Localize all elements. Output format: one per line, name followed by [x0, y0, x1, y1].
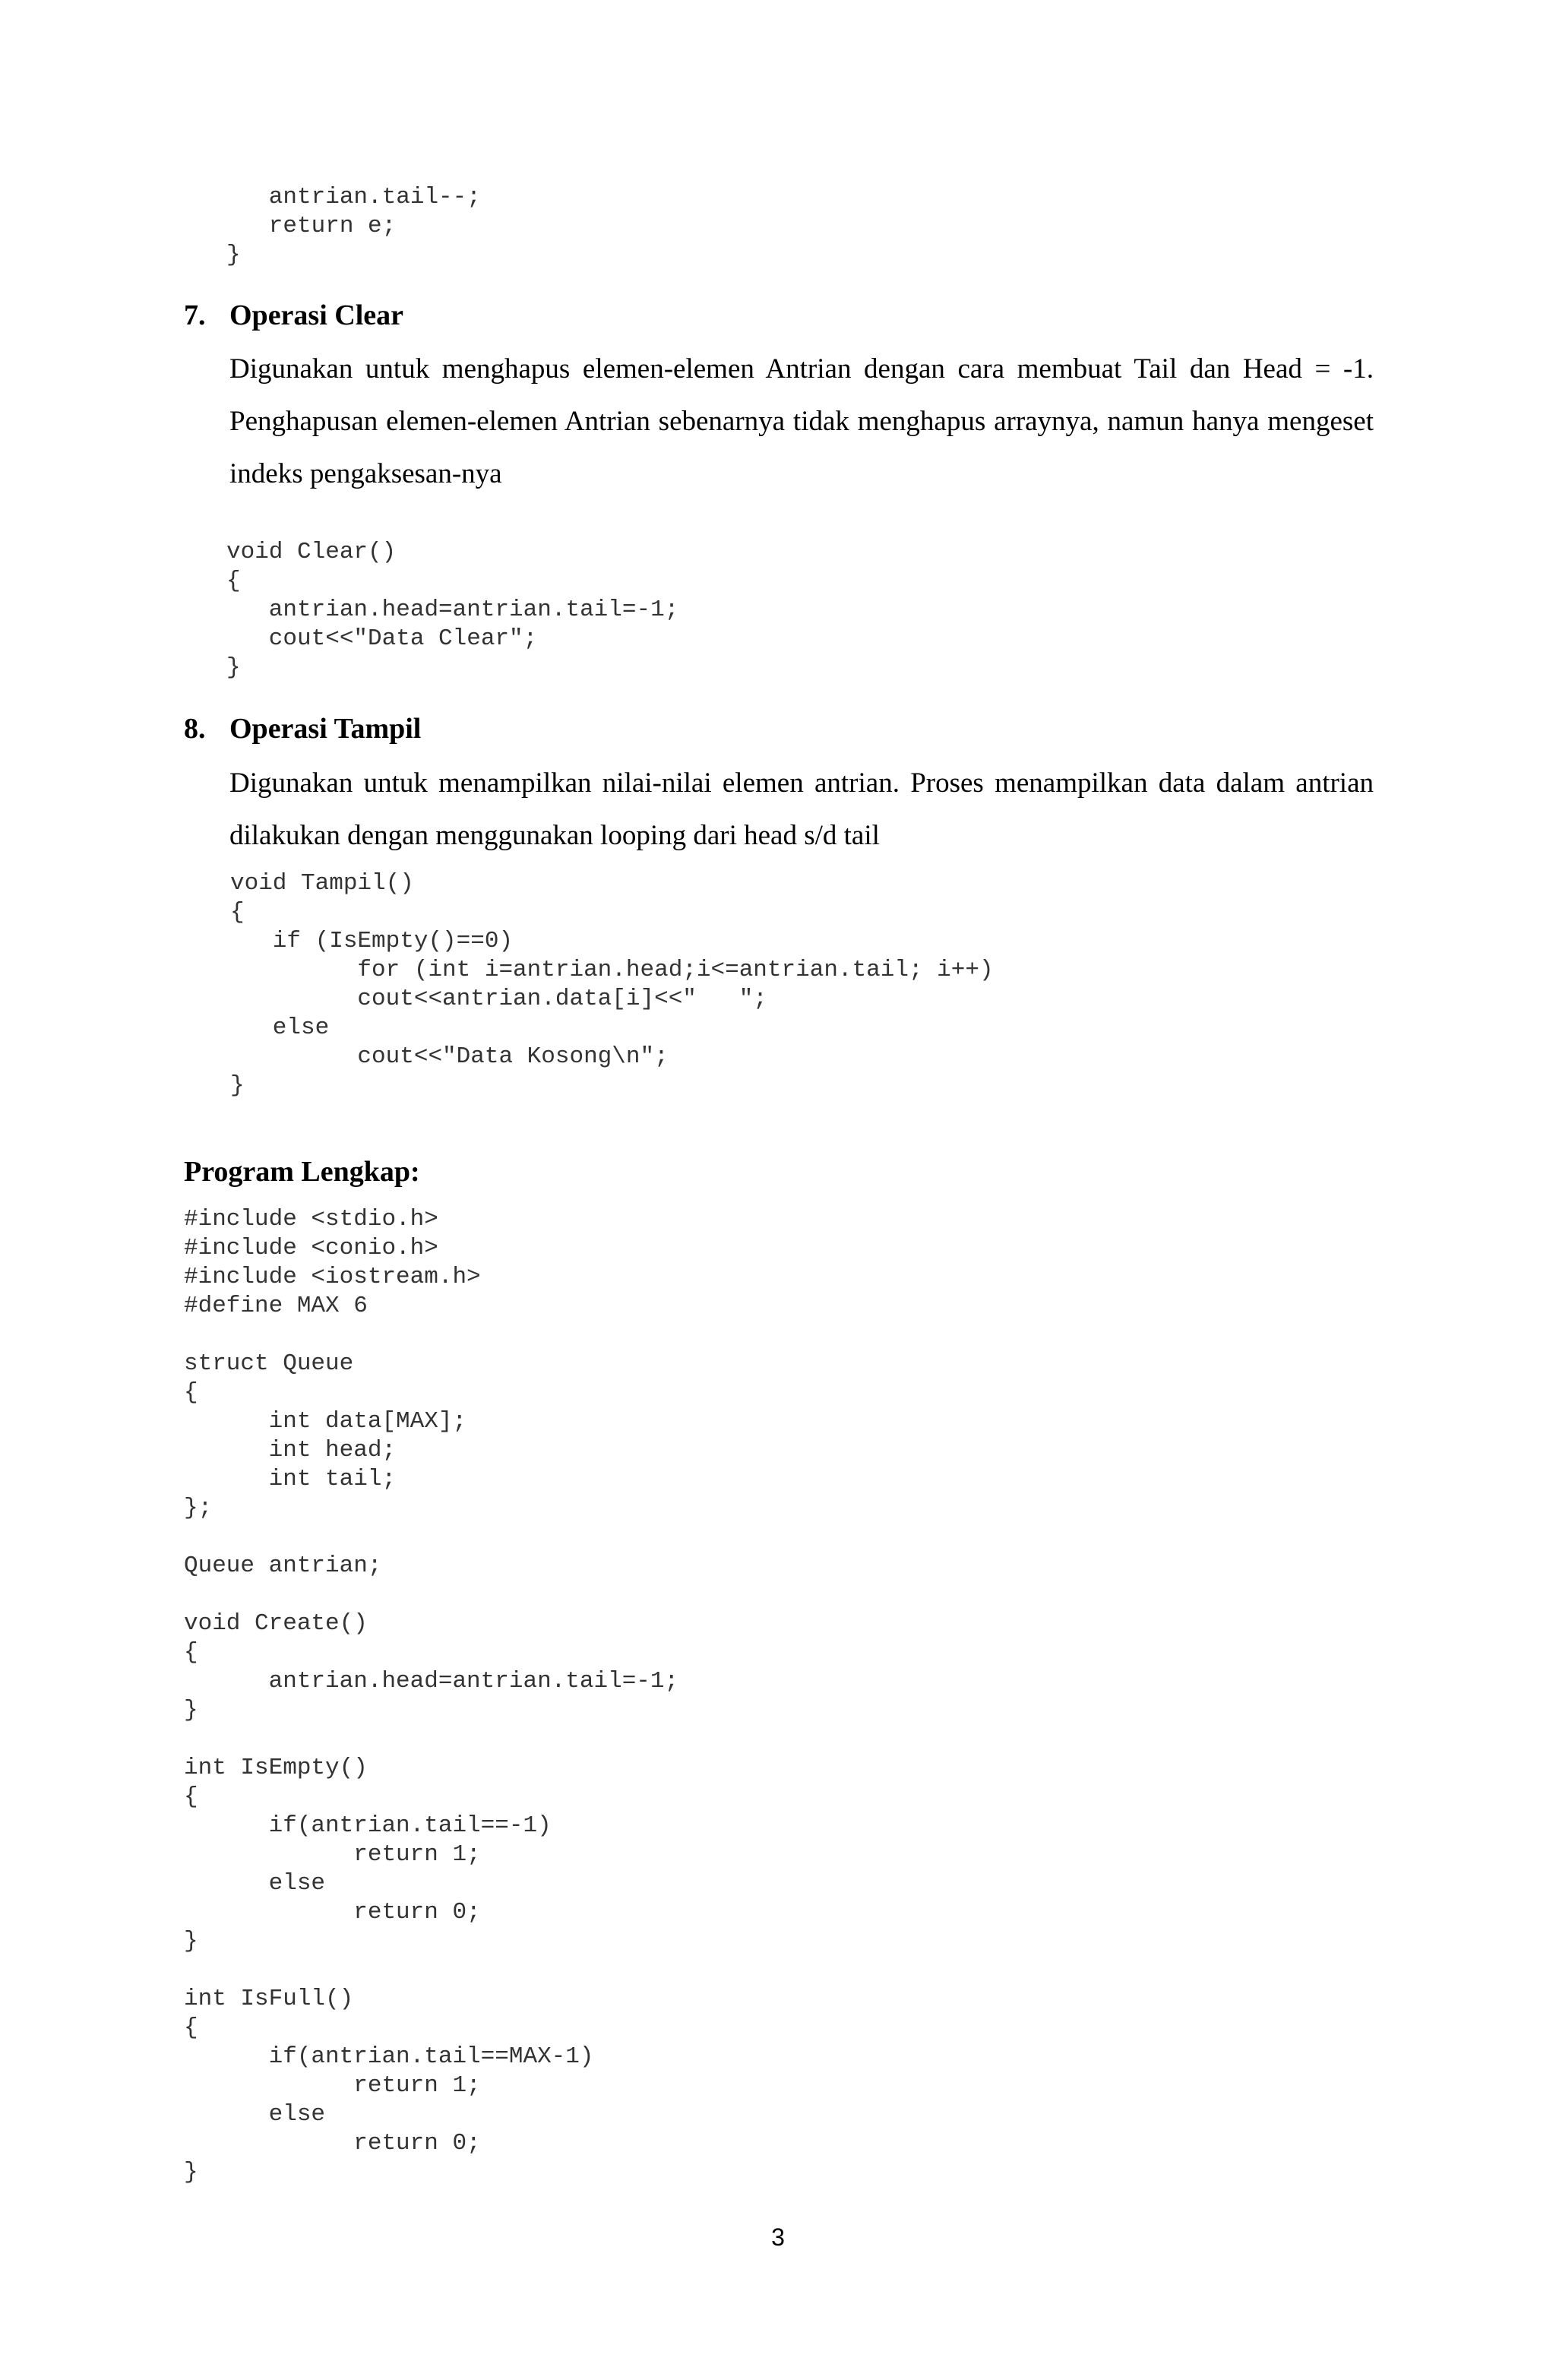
section-7-paragraph: Digunakan untuk menghapus elemen-elemen Antrian dengan cara membuat Tail dan Head = -1. Penghapusan elemen-elemen Antrian sebenarnya tidak menghapus arraynya, namun hanya mengeset indeks pengaksesan-nya	[229, 353, 1374, 489]
section-7-heading	[184, 298, 403, 333]
section-7-title: Operasi Clear	[229, 299, 404, 331]
section-8-number: 8.	[184, 713, 206, 745]
section-8-heading	[184, 711, 421, 746]
code-block-clear: void Clear() { antrian.head=antrian.tail=-1; cout<<"Data Clear"; }	[226, 539, 679, 681]
code-block-tampil: void Tampil() { if (IsEmpty()==0) for (int i=antrian.head;i<=antrian.tail; i++) cout<<antrian.data[i]<<" "; else cout<<"Data Kosong\n"; }	[230, 870, 994, 1099]
section-7-number: 7.	[184, 299, 206, 331]
code-block-dequeue-end: antrian.tail--; return e; }	[226, 184, 481, 268]
section-8-paragraph: Digunakan untuk menampilkan nilai-nilai elemen antrian. Proses menampilkan data dalam antrian dilakukan dengan menggunakan looping dari head s/d tail	[229, 767, 1374, 851]
page-number: 3	[771, 2223, 785, 2251]
section-8-title: Operasi Tampil	[229, 713, 422, 745]
code-block-full-program: #include <stdio.h> #include <conio.h> #include <iostream.h> #define MAX 6 struct Queue { int data[MAX]; int head; int tail; }; Queue antrian; void Create() { antrian.head=antrian.tail=-1; } int IsEmpty() { if(antrian.tail==-1) return 1; else return 0; } int IsFull() { if(antrian.tail==MAX-1) return 1; else return 0; }	[184, 1206, 679, 2185]
program-lengkap-heading: Program Lengkap:	[184, 1156, 420, 1188]
